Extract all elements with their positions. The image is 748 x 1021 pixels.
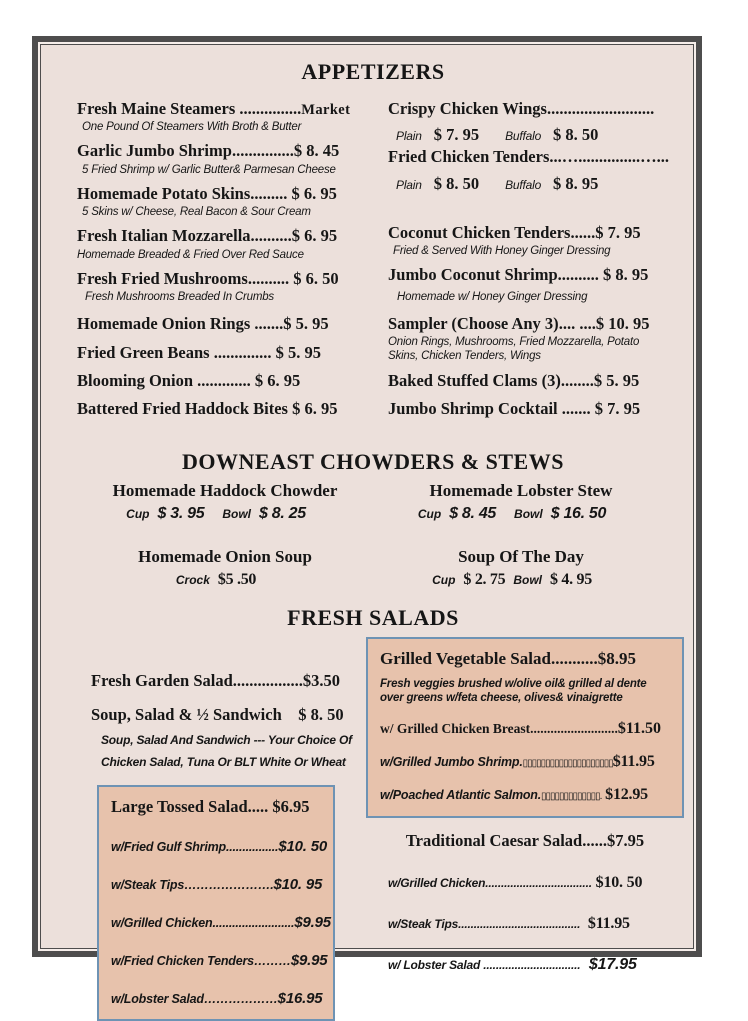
box-item [111, 990, 325, 1007]
item-name: Soup Of The Day [458, 546, 584, 566]
item-leader: ...... [582, 830, 607, 850]
item-size-prices [77, 505, 373, 523]
size-price: $ 8. 25 [259, 504, 306, 522]
item-leader: ............... [231, 141, 294, 161]
menu-item [366, 831, 684, 851]
item-price: $ 8. 45 [293, 141, 340, 161]
item-leader: ........... [550, 648, 598, 668]
item-leader: .......... [250, 226, 292, 246]
size-label: Plain [396, 177, 422, 192]
item-name: Homemade Lobster Stew [429, 480, 613, 500]
item-leader: .................................. [485, 875, 592, 890]
item-name: Homemade Potato Skins [77, 183, 251, 203]
item-name: Sampler (Choose Any 3) [388, 313, 559, 333]
item-leader: ....... [250, 314, 284, 334]
item-leader: ▯▯▯▯▯▯▯▯▯▯▯▯▯. [541, 790, 602, 802]
chowder-entry [77, 481, 373, 523]
item-name: Large Tossed Salad..... $6.95 [111, 796, 310, 816]
item-leader: ....... [557, 399, 595, 419]
box-item [388, 915, 684, 933]
item-name: Traditional Caesar Salad [405, 830, 583, 850]
item-price: $ 6. 50 [289, 268, 339, 288]
item-size-prices [396, 174, 669, 194]
item-name: Soup, Salad & ½ Sandwich [91, 704, 282, 724]
item-desc: Homemade Breaded & Fried Over Red Sauce [77, 248, 304, 261]
item-desc: Fried & Served With Honey Ginger Dressing [393, 245, 611, 258]
item-name: Crispy Chicken Wings [388, 99, 547, 118]
salads-columns [77, 637, 669, 1021]
item-leader: .......................... [530, 720, 618, 736]
menu-item [77, 400, 372, 418]
size-label: Crock [175, 572, 210, 587]
size-label: Cup [417, 506, 442, 521]
item-price: $6.95 [268, 796, 310, 816]
appetizers-columns [77, 91, 669, 419]
item-name: w/ Lobster Salad [387, 957, 484, 972]
size-price: $5 .50 [217, 570, 257, 588]
appetizers-right-column [388, 91, 669, 419]
size-price: $ 7. 95 [433, 125, 480, 145]
menu-item [388, 148, 669, 166]
item-name: Battered Fried Haddock Bites [77, 398, 288, 418]
size-label: Cup [126, 506, 150, 521]
item-price: $ 6. 95 [254, 371, 301, 391]
item-name: w/Grilled Chicken [111, 915, 213, 930]
item-leader: ............................... [483, 957, 581, 972]
menu-item [77, 227, 372, 245]
item-name: Homemade Onion Soup [138, 546, 312, 566]
item-leader: ............... [235, 99, 302, 118]
spacer [388, 197, 669, 215]
item-name: Fresh Fried Mushrooms [77, 268, 248, 288]
item-name: Fresh Garden Salad [91, 670, 233, 690]
box-item [111, 838, 325, 855]
item-price: $ 5. 95 [275, 342, 321, 362]
item-price: $10. 50 [278, 837, 327, 855]
item-price: $ 8. 50 [298, 704, 344, 724]
menu-frame [32, 36, 702, 1007]
size-price: $ 2. 75 [463, 570, 506, 588]
size-price: $ 3. 95 [157, 504, 205, 522]
item-name: Jumbo Shrimp Cocktail [388, 399, 558, 419]
item-name: w/Lobster Salad [111, 991, 204, 1006]
menu-item [388, 372, 669, 390]
menu-item [77, 270, 372, 288]
item-price: $7.95 [606, 830, 645, 850]
chowder-entry [77, 547, 373, 589]
item-leader [282, 705, 299, 724]
item-leader: ......... [250, 183, 288, 203]
menu-item [77, 142, 372, 160]
item-price: $11.50 [617, 719, 661, 737]
item-price: $ 6. 95 [292, 398, 338, 418]
menu-item [77, 315, 372, 333]
item-name: w/ Grilled Chicken Breast [379, 720, 531, 736]
size-label: Buffalo [505, 129, 542, 144]
item-name: w/Grilled Jumbo Shrimp. [379, 754, 523, 769]
chowders-title: DOWNEAST CHOWDERS & STEWS [182, 448, 564, 474]
item-name: Garlic Jumbo Shrimp [77, 141, 232, 161]
item-price: $ 10. 95 [595, 313, 650, 333]
item-name: Homemade Haddock Chowder [112, 480, 338, 500]
menu-item [388, 266, 669, 284]
size-label: Bowl [513, 572, 542, 587]
item-name: w/Steak Tips [111, 877, 185, 892]
menu-item [91, 671, 352, 691]
chowder-entry [373, 547, 669, 589]
item-price: $12.95 [601, 785, 648, 803]
item-leader: ............. [193, 371, 255, 391]
item-leader: .......... [247, 268, 290, 288]
salads-right-column [366, 637, 684, 1021]
box-item [388, 956, 684, 974]
size-label: Cup [432, 572, 456, 587]
item-leader: .......................... [546, 99, 655, 118]
item-name: Fresh Maine Steamers [77, 99, 236, 118]
box-item [111, 913, 331, 931]
box-item [380, 786, 672, 804]
item-desc: Chicken Salad, Tuna Or BLT White Or Wheat [101, 754, 346, 769]
item-price: $ 6. 95 [287, 183, 337, 203]
menu-item [388, 315, 669, 333]
appetizers-title: APPETIZERS [301, 59, 445, 84]
item-price: $8.95 [597, 648, 636, 668]
item-desc: Fresh veggies brushed w/olive oil& grilled al dente over greens w/feta cheese, olives& vinaigrette [379, 677, 647, 705]
menu-item [91, 705, 352, 725]
menu-item [77, 344, 372, 362]
item-price: $ 5. 95 [593, 370, 640, 390]
chowders-grid [77, 481, 669, 603]
chowder-entry [373, 481, 669, 523]
item-name: w/Steak Tips [387, 916, 459, 931]
size-price: $ 8. 95 [553, 173, 599, 193]
item-name: Jumbo Coconut Shrimp [388, 265, 558, 285]
item-leader: ......................... [212, 915, 295, 930]
item-name: w/Fried Gulf Shrimp [111, 839, 226, 854]
item-price: $10. 50 [591, 873, 643, 891]
menu-item [388, 400, 669, 418]
item-leader: ……… [253, 953, 291, 968]
item-price: $ 5. 95 [283, 314, 329, 334]
item-leader: …………………. [184, 877, 274, 892]
size-label: Bowl [514, 506, 543, 521]
item-name: Baked Stuffed Clams (3) [388, 370, 561, 390]
item-leader: .......... [557, 265, 599, 285]
item-price: $17.95 [580, 955, 637, 973]
item-desc: Onion Rings, Mushrooms, Fried Mozzarella, Potato Skins, Chicken Tenders, Wings [388, 336, 640, 363]
item-price: $11.95 [612, 752, 655, 770]
item-leader: ...... [570, 222, 596, 242]
item-leader: ……………… [203, 991, 278, 1006]
item-price: $10. 95 [273, 875, 323, 893]
item-leader: ................ [225, 839, 279, 854]
large-tossed-salad-box [97, 785, 335, 1021]
item-desc: Soup, Salad And Sandwich --- Your Choice Of [101, 732, 352, 747]
size-price: $ 4. 95 [550, 570, 592, 588]
size-label: Buffalo [505, 177, 542, 192]
appetizers-left-column [77, 91, 372, 419]
item-size-prices [77, 571, 373, 589]
box-item [380, 720, 672, 738]
item-name: Homemade Onion Rings [77, 314, 251, 334]
item-name: Fried Green Beans [77, 342, 210, 362]
size-price: $ 8. 50 [433, 173, 480, 193]
item-leader: ........ [560, 370, 594, 390]
grilled-vegetable-salad-box [366, 637, 684, 818]
item-price: $11.95 [580, 914, 630, 932]
menu-item [77, 185, 372, 203]
menu-item [77, 100, 372, 118]
item-price: Market [301, 102, 351, 118]
item-name: Blooming Onion [77, 371, 193, 391]
box-item [380, 753, 672, 771]
item-name: w/Poached Atlantic Salmon. [379, 787, 542, 802]
item-name: Fresh Italian Mozzarella [77, 226, 251, 246]
item-leader: ................. [232, 670, 303, 690]
menu-item [388, 224, 669, 242]
item-leader: ...…...............…... [549, 147, 669, 167]
item-name: Coconut Chicken Tenders [388, 222, 571, 242]
box-item [388, 874, 684, 892]
item-price: $ 6. 95 [291, 226, 338, 246]
item-desc: 5 Skins w/ Cheese, Real Bacon & Sour Cream [82, 206, 311, 219]
item-leader: ..... [247, 796, 269, 816]
item-price: $16.95 [277, 989, 323, 1007]
box-item [111, 951, 328, 969]
menu-item [77, 372, 372, 390]
menu-body [40, 44, 694, 1007]
item-name: w/Grilled Chicken [387, 875, 486, 890]
item-price: $ 7. 95 [595, 222, 641, 242]
size-price: $ 16. 50 [550, 504, 607, 522]
item-price: $9.95 [294, 913, 331, 931]
item-leader: ▯▯▯▯▯▯▯▯▯▯▯▯▯▯▯▯▯▯▯▯ [522, 757, 613, 769]
size-label: Plain [396, 129, 422, 144]
box-item [111, 876, 325, 893]
size-label: Bowl [222, 506, 251, 521]
item-leader: .............. [209, 342, 276, 362]
item-name: w/Fried Chicken Tenders [111, 953, 254, 968]
item-desc: Fresh Mushrooms Breaded In Crumbs [85, 291, 274, 304]
item-desc: Homemade w/ Honey Ginger Dressing [397, 290, 588, 303]
item-leader: .... .... [558, 313, 596, 333]
salads-left-column [91, 637, 352, 1021]
item-size-prices [373, 505, 669, 523]
item-price: $ 8. 95 [598, 265, 649, 285]
item-size-prices [373, 571, 669, 589]
item-name: Fried Chicken Tenders [388, 147, 550, 167]
salads-title: FRESH SALADS [287, 604, 459, 630]
item-desc: One Pound Of Steamers With Broth & Butter [82, 121, 302, 134]
size-price: $ 8. 45 [449, 504, 497, 522]
item-price: $3.50 [302, 670, 341, 690]
item-desc: 5 Fried Shrimp w/ Garlic Butter& Parmesan Cheese [82, 163, 336, 176]
menu-item [388, 100, 669, 118]
item-price: $9.95 [290, 951, 328, 969]
item-size-prices [396, 125, 669, 145]
item-price: $ 7. 95 [594, 399, 641, 419]
item-name: Grilled Vegetable Salad...........$8.95 [379, 648, 636, 668]
size-price: $ 8. 50 [553, 125, 599, 145]
item-leader: ....................................... [458, 916, 581, 931]
